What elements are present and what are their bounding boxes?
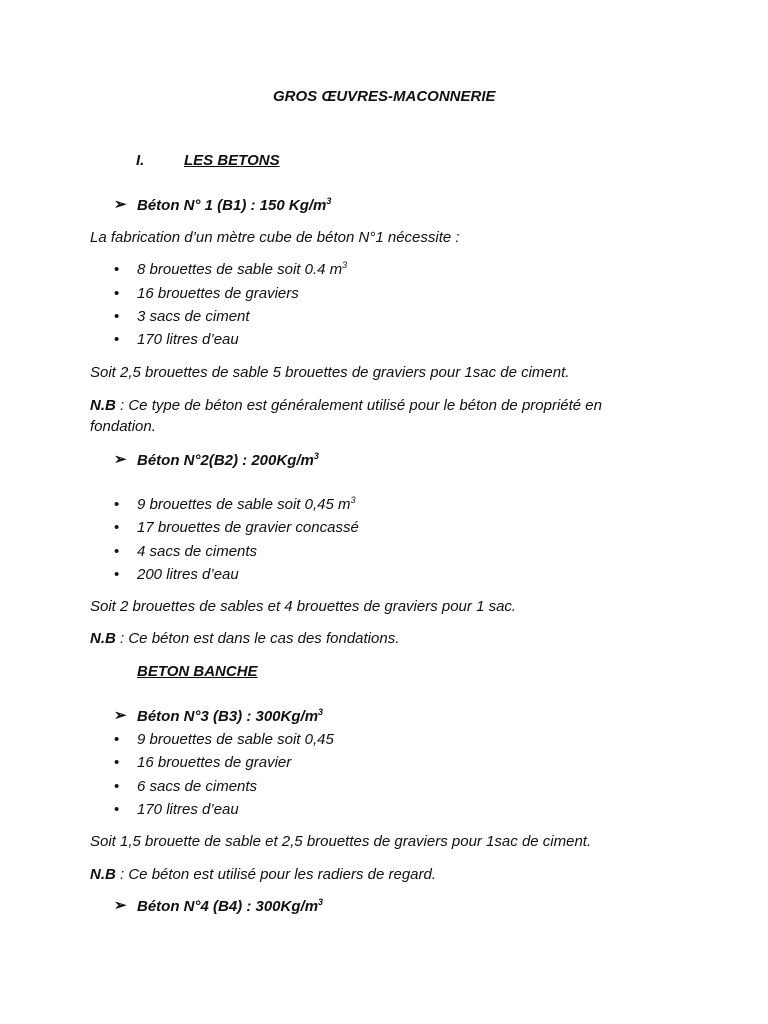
b3-heading: Béton N°3 (B3) : $300Kg/m^3$	[137, 707, 324, 725]
arrow-bullet-icon: ➢	[114, 707, 127, 724]
b3-item: 16 brouettes de gravier	[137, 754, 292, 771]
b2-item: 9 brouettes de sable soit 0,45 $m^3$	[137, 495, 356, 513]
b3-item: 170 litres d’eau	[137, 801, 239, 818]
b3-item: 9 brouettes de sable soit 0,45	[137, 731, 334, 748]
b1-intro: La fabrication d’un mètre cube de béton N°1 nécessite :	[90, 229, 460, 246]
bullet-icon: •	[114, 261, 120, 278]
bullet-icon: •	[114, 519, 120, 536]
bullet-icon: •	[114, 801, 120, 818]
b3-note: N.B : Ce béton est utilisé pour les radiers de regard.	[90, 866, 437, 883]
bullet-icon: •	[114, 731, 120, 748]
bullet-icon: •	[114, 543, 120, 560]
b2-item: 4 sacs de ciments	[137, 543, 258, 560]
b1-item: 170 litres d’eau	[137, 331, 239, 348]
b2-note: N.B : Ce béton est dans le cas des fondations.	[90, 630, 400, 647]
b2-ratio: Soit 2 brouettes de sables et 4 brouettes de graviers pour 1 sac.	[90, 598, 517, 615]
b1-note-continued: fondation.	[90, 418, 156, 435]
b1-ratio: Soit 2,5 brouettes de sable 5 brouettes de graviers pour 1sac de ciment.	[90, 364, 570, 381]
bullet-icon: •	[114, 308, 120, 325]
b1-heading: Béton N° 1 (B1) : 150 $Kg/m^3$	[137, 196, 332, 214]
b3-ratio: Soit 1,5 brouette de sable et 2,5 brouettes de graviers pour 1sac de ciment.	[90, 833, 592, 850]
b2-heading: Béton N°2(B2) : $200Kg/m^3$	[137, 451, 319, 469]
b2-item: 200 litres d’eau	[137, 566, 239, 583]
b1-item: 16 brouettes de graviers	[137, 285, 299, 302]
arrow-bullet-icon: ➢	[114, 451, 127, 468]
bullet-icon: •	[114, 331, 120, 348]
bullet-icon: •	[114, 778, 120, 795]
section-heading: LES BETONS	[184, 152, 280, 169]
b2-item: 17 brouettes de gravier concassé	[137, 519, 359, 536]
bullet-icon: •	[114, 496, 120, 513]
b1-item: 3 sacs de ciment	[137, 308, 250, 325]
bullet-icon: •	[114, 566, 120, 583]
bullet-icon: •	[114, 754, 120, 771]
section-number: I.	[136, 152, 145, 169]
bullet-icon: •	[114, 285, 120, 302]
b4-heading: Béton N°4 (B4) : $300Kg/m^3$	[137, 897, 324, 915]
arrow-bullet-icon: ➢	[114, 897, 127, 914]
b3-item: 6 sacs de ciments	[137, 778, 258, 795]
banche-heading: BETON BANCHE	[137, 663, 258, 680]
b1-note: N.B : Ce type de béton est généralement utilisé pour le béton de propriété en	[90, 397, 602, 414]
arrow-bullet-icon: ➢	[114, 196, 127, 213]
page-title: GROS ŒUVRES-MACONNERIE	[273, 88, 496, 105]
b1-item: 8 brouettes de sable soit 0.4 $m^3$	[137, 260, 348, 278]
